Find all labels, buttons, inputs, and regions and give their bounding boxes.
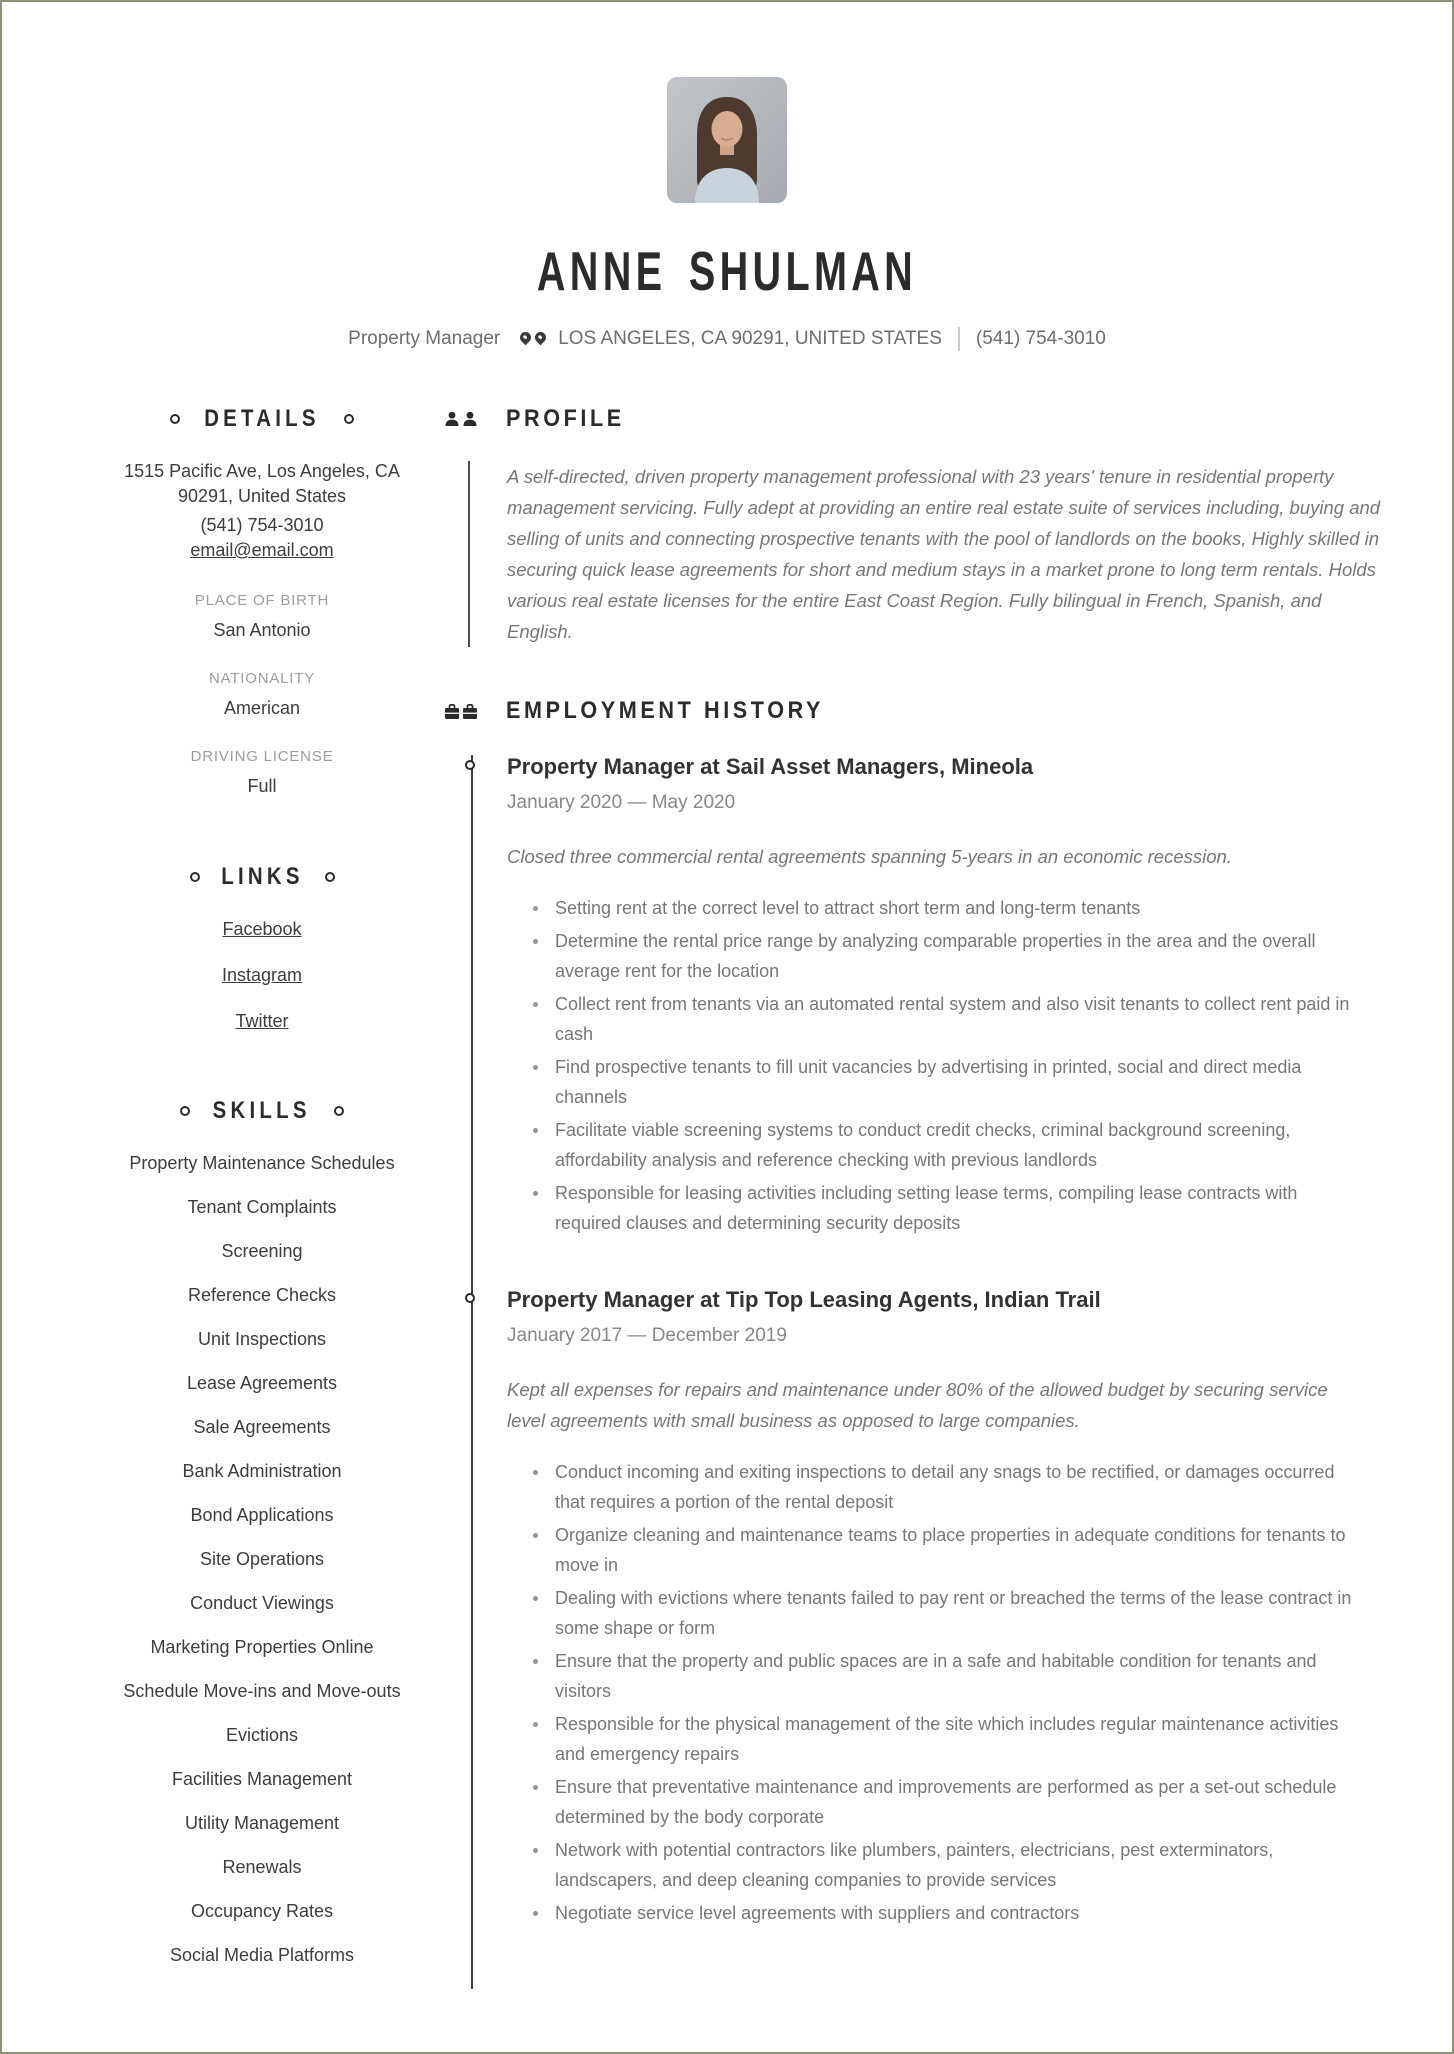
skills-heading-text: SKILLS — [212, 1097, 312, 1124]
skills-list — [97, 1151, 427, 1968]
profile-section — [442, 405, 1392, 647]
links-list — [97, 917, 427, 1035]
profile-heading — [442, 405, 1392, 433]
skill-item: Lease Agreements — [186, 1373, 338, 1393]
skill-item: Occupancy Rates — [190, 1901, 334, 1921]
address-line: 1515 Pacific Ave, Los Angeles, CA — [124, 461, 400, 481]
job-bullet: Setting rent at the correct level to attract short term and long-term tenants — [507, 893, 1352, 923]
resume-header — [2, 2, 1452, 351]
candidate-phone: (541) 754-3010 — [975, 328, 1106, 349]
detail-field — [97, 592, 427, 641]
email-link[interactable]: email@email.com — [190, 540, 334, 560]
candidate-location: LOS ANGELES, CA 90291, UNITED STATES — [558, 328, 942, 349]
job-bullet: Facilitate viable screening systems to conduct credit checks, criminal background screening, affordability analysis and reference checking with previous landlords — [507, 1115, 1352, 1175]
ring-ornament-icon — [170, 414, 180, 424]
job-bullet: Negotiate service level agreements with suppliers and contractors — [507, 1898, 1352, 1928]
link-item — [97, 917, 427, 943]
skill-item: Screening — [221, 1241, 303, 1261]
details-heading — [97, 405, 427, 433]
job-intro: Closed three commercial rental agreements spanning 5-years in an economic recession. — [507, 846, 1232, 867]
employment-section — [442, 697, 1392, 1989]
detail-field-label: NATIONALITY — [208, 670, 316, 687]
content-columns — [2, 405, 1452, 1989]
ring-ornament-icon — [325, 872, 335, 882]
skill-item: Reference Checks — [187, 1285, 337, 1305]
employment-heading-text: EMPLOYMENT HISTORY — [506, 697, 825, 724]
skill-item: Property Maintenance Schedules — [129, 1153, 395, 1173]
job-dates: January 2020 — May 2020 — [507, 792, 736, 813]
skill-item: Sale Agreements — [193, 1417, 331, 1437]
briefcase-icon — [442, 703, 480, 720]
details-heading-text: DETAILS — [204, 405, 320, 432]
social-link[interactable]: Instagram — [221, 965, 303, 985]
skills-heading — [97, 1097, 427, 1125]
main-column — [442, 405, 1392, 1989]
links-heading — [97, 863, 427, 891]
ring-ornament-icon — [344, 414, 354, 424]
map-pin-icon — [518, 329, 534, 345]
timeline-marker-icon — [465, 1293, 475, 1303]
skill-item: Social Media Platforms — [169, 1945, 355, 1965]
job-entry — [507, 753, 1392, 1238]
skill-item: Site Operations — [199, 1549, 325, 1569]
subtitle-divider — [958, 327, 960, 351]
people-icon — [442, 411, 480, 427]
skill-item: Bank Administration — [182, 1461, 342, 1481]
job-bullet: Determine the rental price range by analyzing comparable properties in the area and the overall average rent for the location — [507, 926, 1352, 986]
link-item — [97, 1009, 427, 1035]
detail-field-value: San Antonio — [213, 620, 311, 640]
skill-item: Tenant Complaints — [187, 1197, 337, 1217]
job-bullet: Ensure that the property and public spaces are in a safe and habitable condition for tenants and visitors — [507, 1646, 1352, 1706]
skill-item: Unit Inspections — [197, 1329, 327, 1349]
skill-item: Utility Management — [184, 1813, 340, 1833]
sidebar — [97, 405, 427, 1989]
job-intro: Kept all expenses for repairs and maintenance under 80% of the allowed budget by securing service level agreements with small business as opposed to large companies. — [507, 1379, 1328, 1431]
job-bullet: Responsible for leasing activities including setting lease terms, compiling lease contracts with required clauses and determining security deposits — [507, 1178, 1352, 1238]
job-bullet: Conduct incoming and exiting inspections to detail any snags to be rectified, or damages occurred that requires a portion of the rental deposit — [507, 1457, 1352, 1517]
candidate-job-title: Property Manager — [348, 328, 501, 349]
job-bullet: Responsible for the physical management of the site which includes regular maintenance activities and emergency repairs — [507, 1709, 1352, 1769]
ring-ornament-icon — [190, 872, 200, 882]
timeline-marker-icon — [465, 760, 475, 770]
job-title: Property Manager at Sail Asset Managers, Mineola — [507, 754, 1034, 779]
header-subtitle — [2, 327, 1452, 351]
job-bullet: Organize cleaning and maintenance teams to place properties in adequate conditions for tenants to move in — [507, 1520, 1352, 1580]
skill-item: Renewals — [222, 1857, 302, 1877]
job-bullet: Find prospective tenants to fill unit vacancies by advertising in printed, social and direct media channels — [507, 1052, 1352, 1112]
profile-photo — [667, 77, 787, 203]
skill-item: Bond Applications — [190, 1505, 334, 1525]
job-bullets — [507, 1457, 1352, 1928]
job-entry — [507, 1286, 1392, 1928]
detail-field-value: Full — [247, 776, 277, 796]
detail-fields — [97, 592, 427, 797]
details-section — [97, 405, 427, 797]
portrait-photo-graphic — [667, 77, 787, 203]
skill-item: Schedule Move-ins and Move-outs — [123, 1681, 401, 1701]
profile-quote-block — [468, 461, 1392, 647]
social-link[interactable]: Twitter — [235, 1011, 289, 1031]
skill-item: Evictions — [225, 1725, 299, 1745]
job-dates: January 2017 — December 2019 — [507, 1325, 787, 1346]
skill-item: Conduct Viewings — [190, 1593, 334, 1613]
skill-item: Marketing Properties Online — [150, 1637, 374, 1657]
job-bullet: Dealing with evictions where tenants failed to pay rent or breached the terms of the lease contract in some shape or form — [507, 1583, 1352, 1643]
detail-field-label: PLACE OF BIRTH — [194, 592, 330, 609]
skill-item: Facilities Management — [171, 1769, 353, 1789]
profile-heading-text: PROFILE — [506, 405, 625, 432]
employment-timeline — [472, 753, 1392, 1989]
links-heading-text: LINKS — [220, 863, 304, 890]
social-link[interactable]: Facebook — [222, 919, 302, 939]
ring-ornament-icon — [180, 1106, 190, 1116]
job-title: Property Manager at Tip Top Leasing Agents, Indian Trail — [507, 1287, 1101, 1312]
job-bullet: Ensure that preventative maintenance and improvements are performed as per a set-out schedule determined by the body corporate — [507, 1772, 1352, 1832]
job-bullets — [507, 893, 1352, 1238]
phone-number: (541) 754-3010 — [200, 515, 324, 535]
address-line: 90291, United States — [177, 486, 347, 506]
job-bullet: Network with potential contractors like plumbers, painters, electricians, pest exterminators, landscapers, and deep cleaning companies to provide services — [507, 1835, 1352, 1895]
skills-section — [97, 1097, 427, 1968]
ring-ornament-icon — [334, 1106, 344, 1116]
map-pin-icon — [533, 329, 549, 345]
location-pin-icon — [520, 332, 546, 343]
job-bullet: Collect rent from tenants via an automated rental system and also visit tenants to collect rent paid in cash — [507, 989, 1352, 1049]
contact-block — [97, 459, 427, 563]
link-item — [97, 963, 427, 989]
employment-heading — [442, 697, 1392, 725]
profile-text: A self-directed, driven property management professional with 23 years' tenure in residential property management servicing. Fully adept at providing an entire real estate suite of services including, buying and selling of units and connecting prospective tenants with the pool of landlords on the books, Highly skilled in securing quick lease agreements for short and medium stays in a market prone to long term rentals. Holds various real estate licenses for the entire East Coast Region. Fully bilingual in French, Spanish, and English. — [507, 466, 1381, 642]
detail-field — [97, 748, 427, 797]
detail-field-label: DRIVING LICENSE — [190, 748, 334, 765]
links-section — [97, 863, 427, 1035]
candidate-name: ANNE SHULMAN — [536, 240, 918, 302]
detail-field — [97, 670, 427, 719]
detail-field-value: American — [223, 698, 301, 718]
